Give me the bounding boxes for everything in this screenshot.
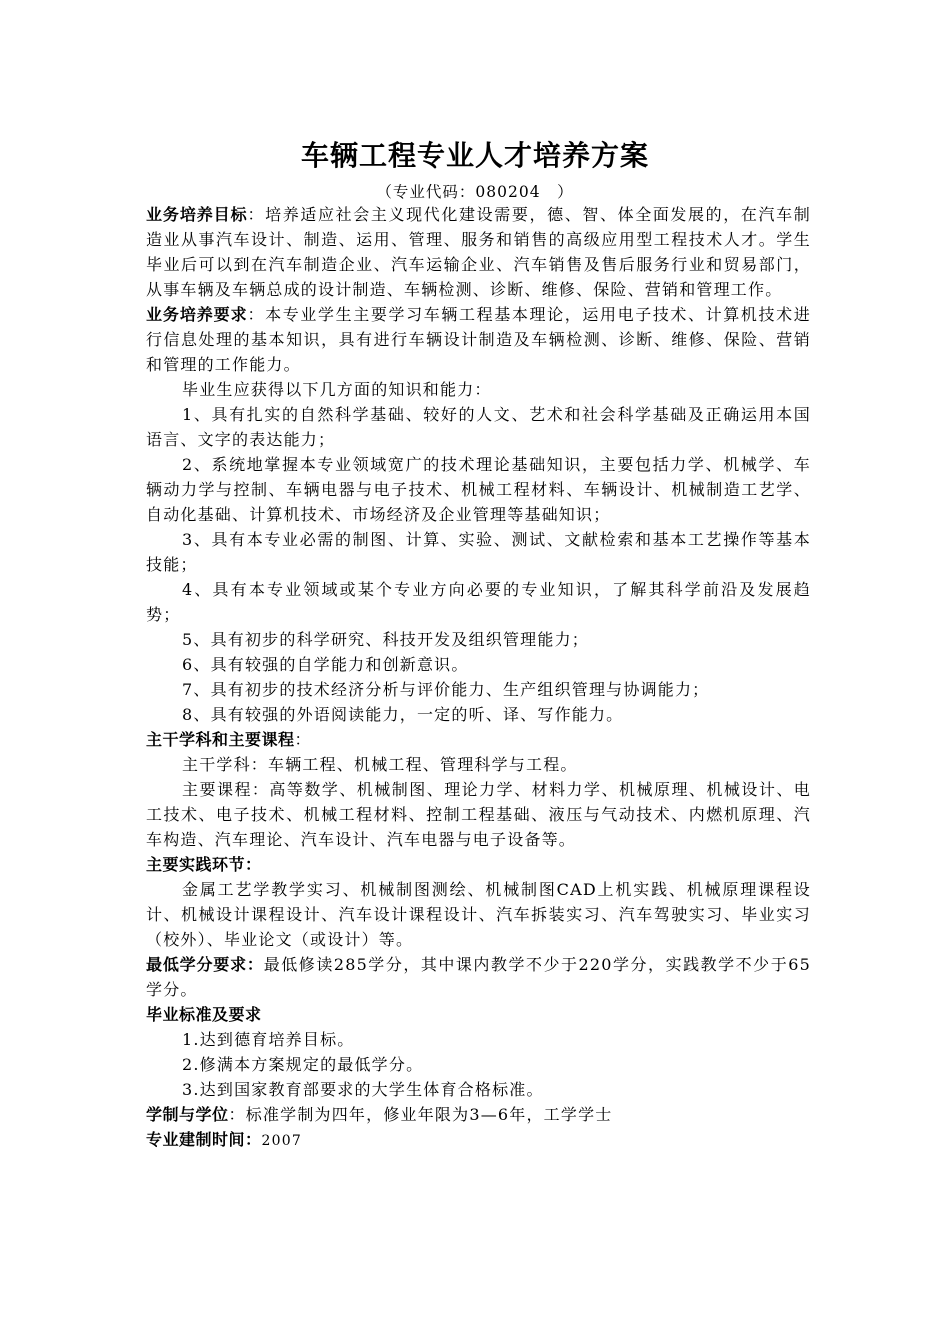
courses-colon: ： [294,730,312,749]
graduation-item: 2.修满本方案规定的最低学分。 [182,1055,424,1074]
graduation-item: 3.达到国家教育部要求的大学生体育合格标准。 [182,1080,544,1099]
objective-label: 业务培养目标 [146,205,248,224]
graduation-heading [146,1002,811,1027]
ability-item: 8、具有较强的外语阅读能力，一定的听、译、写作能力。 [182,705,624,724]
graduation-label: 毕业标准及要求 [146,1005,262,1024]
practice-text: 金属工艺学教学实习、机械制图测绘、机械制图CAD上机实践、机械原理课程设计、机械设计课程设计、汽车设计课程设计、汽车拆装实习、汽车驾驶实习、毕业实习（校外）、毕业论文（或设计）等。 [146,880,811,949]
document-body [146,202,811,1154]
requirement-text: ：本专业学生主要学习车辆工程基本理论，运用电子技术、计算机技术进行信息处理的基本知识，具有进行车辆设计制造及车辆检测、诊断、维修、保险、营销和管理的工作能力。 [146,305,811,374]
degree-paragraph [146,1102,811,1127]
credits-text: 最低修读285学分，其中课内教学不少于220学分，实践教学不少于65学分。 [146,955,811,999]
ability-item: 5、具有初步的科学研究、科技开发及组织管理能力； [182,630,589,649]
ability-item: 2、系统地掌握本专业领域宽广的技术理论基础知识，主要包括力学、机械学、车辆动力学与控制、车辆电器与电子技术、机械工程材料、车辆设计、机械制造工艺学、自动化基础、计算机技术、市场经济及企业管理等基础知识； [146,455,811,524]
established-value: 2007 [261,1133,302,1149]
degree-label: 学制与学位 [146,1105,229,1124]
abilities-intro: 毕业生应获得以下几方面的知识和能力： [182,380,492,399]
objective-text: ：培养适应社会主义现代化建设需要，德、智、体全面发展的，在汽车制造业从事汽车设计、制造、运用、管理、服务和销售的高级应用型工程技术人才。学生毕业后可以到在汽车制造企业、汽车运输企业、汽车销售及售后服务行业和贸易部门，从事车辆及车辆总成的设计制造、车辆检测、诊断、维修、保险、营销和管理工作。 [146,205,811,299]
ability-item: 1、具有扎实的自然科学基础、较好的人文、艺术和社会科学基础及正确运用本国语言、文字的表达能力； [146,405,811,449]
practice-heading [146,852,811,877]
main-courses: 主要课程：高等数学、机械制图、理论力学、材料力学、机械原理、机械设计、电工技术、电子技术、机械工程材料、控制工程基础、液压与气动技术、内燃机原理、汽车构造、汽车理论、汽车设计、汽车电器与电子设备等。 [146,780,811,849]
objective-paragraph [146,202,811,302]
degree-text: ：标准学制为四年，修业年限为3—6年，工学学士 [228,1105,613,1124]
courses-label: 主干学科和主要课程 [146,730,295,749]
established-paragraph [146,1127,811,1154]
ability-item: 6、具有较强的自学能力和创新意识。 [182,655,469,674]
graduation-item: 1.达到德育培养目标。 [182,1030,355,1049]
credits-paragraph [146,952,811,1002]
ability-item: 7、具有初步的技术经济分析与评价能力、生产组织管理与协调能力； [182,680,710,699]
major-code: （专业代码：080204 ） [376,183,574,201]
credits-label: 最低学分要求： [146,955,264,974]
main-disciplines: 主干学科：车辆工程、机械工程、管理科学与工程。 [182,755,578,774]
requirement-label: 业务培养要求 [146,305,248,324]
page-title: 车辆工程专业人才培养方案 [300,139,649,172]
ability-item: 3、具有本专业必需的制图、计算、实验、测试、文献检索和基本工艺操作等基本技能； [146,530,811,574]
ability-item: 4、具有本专业领域或某个专业方向必要的专业知识，了解其科学前沿及发展趋势； [146,580,811,624]
requirement-paragraph [146,302,811,377]
established-label: 专业建制时间： [146,1130,262,1149]
practice-label: 主要实践环节： [146,855,262,874]
courses-heading [146,727,811,752]
